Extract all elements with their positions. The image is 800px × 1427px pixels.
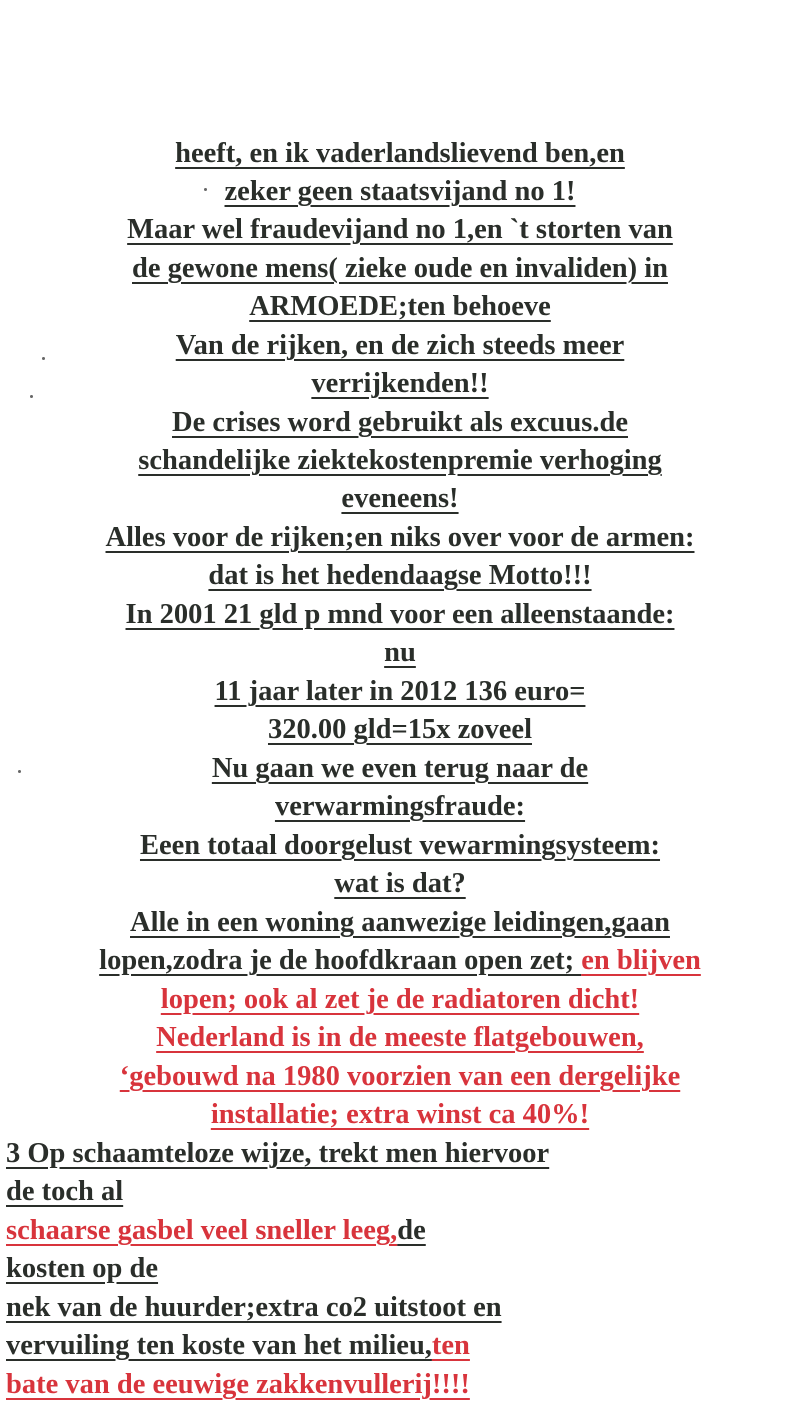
text-line [0,1328,800,1364]
text-line [0,558,800,594]
text-line [0,443,800,479]
line-text: Eeen totaal doorgelust vewarmingsysteem: [139,830,661,861]
line-text: verrijkenden!! [311,368,489,399]
text-line [0,212,800,248]
line-text: wat is dat? [334,868,466,899]
text-line [0,1367,800,1403]
text-line [0,866,800,902]
highlighted-text: schaarse gasbel veel sneller leeg, [6,1215,398,1246]
text-line [0,1020,800,1056]
line-text: eveneens! [341,483,459,514]
text-line [0,982,800,1018]
text-line [0,943,800,979]
line-text: 3 Op schaamteloze wijze, trekt men hiervoor [6,1138,550,1169]
line-text: nu [384,637,416,668]
line-text: vervuiling ten koste van het milieu, [6,1330,432,1361]
line-text: Alles voor de rijken;en niks over voor de armen: [105,522,695,553]
text-line [0,520,800,556]
text-line [0,174,800,210]
line-text: schandelijke ziektekostenpremie verhoging [138,445,662,476]
line-text: Nu gaan we even terug naar de [211,753,589,784]
text-line [0,1136,800,1172]
line-text: Alle in een woning aanwezige leidingen,gaan [130,907,670,938]
text-line [0,405,800,441]
text-line [0,635,800,671]
line-text: 11 jaar later in 2012 136 euro= [214,676,586,707]
highlighted-text: ‘gebouwd na 1980 voorzien van een dergelijke [119,1061,681,1092]
highlighted-text: en blijven [581,945,701,976]
line-text: lopen,zodra je de hoofdkraan open zet; [99,945,582,976]
text-line [0,1174,800,1210]
text-line [0,1059,800,1095]
line-text: In 2001 21 gld p mnd voor een alleenstaande: [125,599,675,630]
text-line [0,712,800,748]
text-line [0,366,800,402]
text-line [0,597,800,633]
text-line [0,328,800,364]
text-line [0,1097,800,1133]
text-line [0,1290,800,1326]
text-line [0,905,800,941]
text-line [0,289,800,325]
line-text: kosten op de [6,1253,159,1284]
text-line [0,1251,800,1287]
line-text: zeker geen staatsvijand no 1! [224,176,576,207]
text-line [0,789,800,825]
highlighted-text: ten [431,1330,470,1361]
line-text: De crises word gebruikt als excuus.de [172,407,628,438]
line-text: de toch al [6,1176,124,1207]
text-line [0,751,800,787]
highlighted-text: bate van de eeuwige zakkenvullerij!!!! [6,1369,470,1400]
line-text: de [397,1215,426,1246]
text-line [0,1213,800,1249]
text-line [0,828,800,864]
line-text: dat is het hedendaagse Motto!!! [208,560,592,591]
highlighted-text: lopen; ook al zet je de radiatoren dicht! [160,984,640,1015]
line-text: nek van de huurder;extra co2 uitstoot en [6,1292,502,1323]
line-text: ARMOEDE;ten behoeve [249,291,551,322]
text-line [0,674,800,710]
text-line [0,481,800,517]
line-text: Van de rijken, en de zich steeds meer [175,330,625,361]
line-text: Maar wel fraudevijand no 1,en `t storten van [127,214,673,245]
text-line [0,251,800,287]
highlighted-text: installatie; extra winst ca 40%! [210,1099,590,1130]
line-text: heeft, en ik vaderlandslievend ben,en [175,138,625,169]
line-text: 320.00 gld=15x zoveel [267,714,532,745]
line-text: de gewone mens( zieke oude en invaliden) in [132,253,668,284]
highlighted-text: Nederland is in de meeste flatgebouwen, [156,1022,644,1053]
line-text: verwarmingsfraude: [274,791,526,822]
text-line [0,136,800,172]
